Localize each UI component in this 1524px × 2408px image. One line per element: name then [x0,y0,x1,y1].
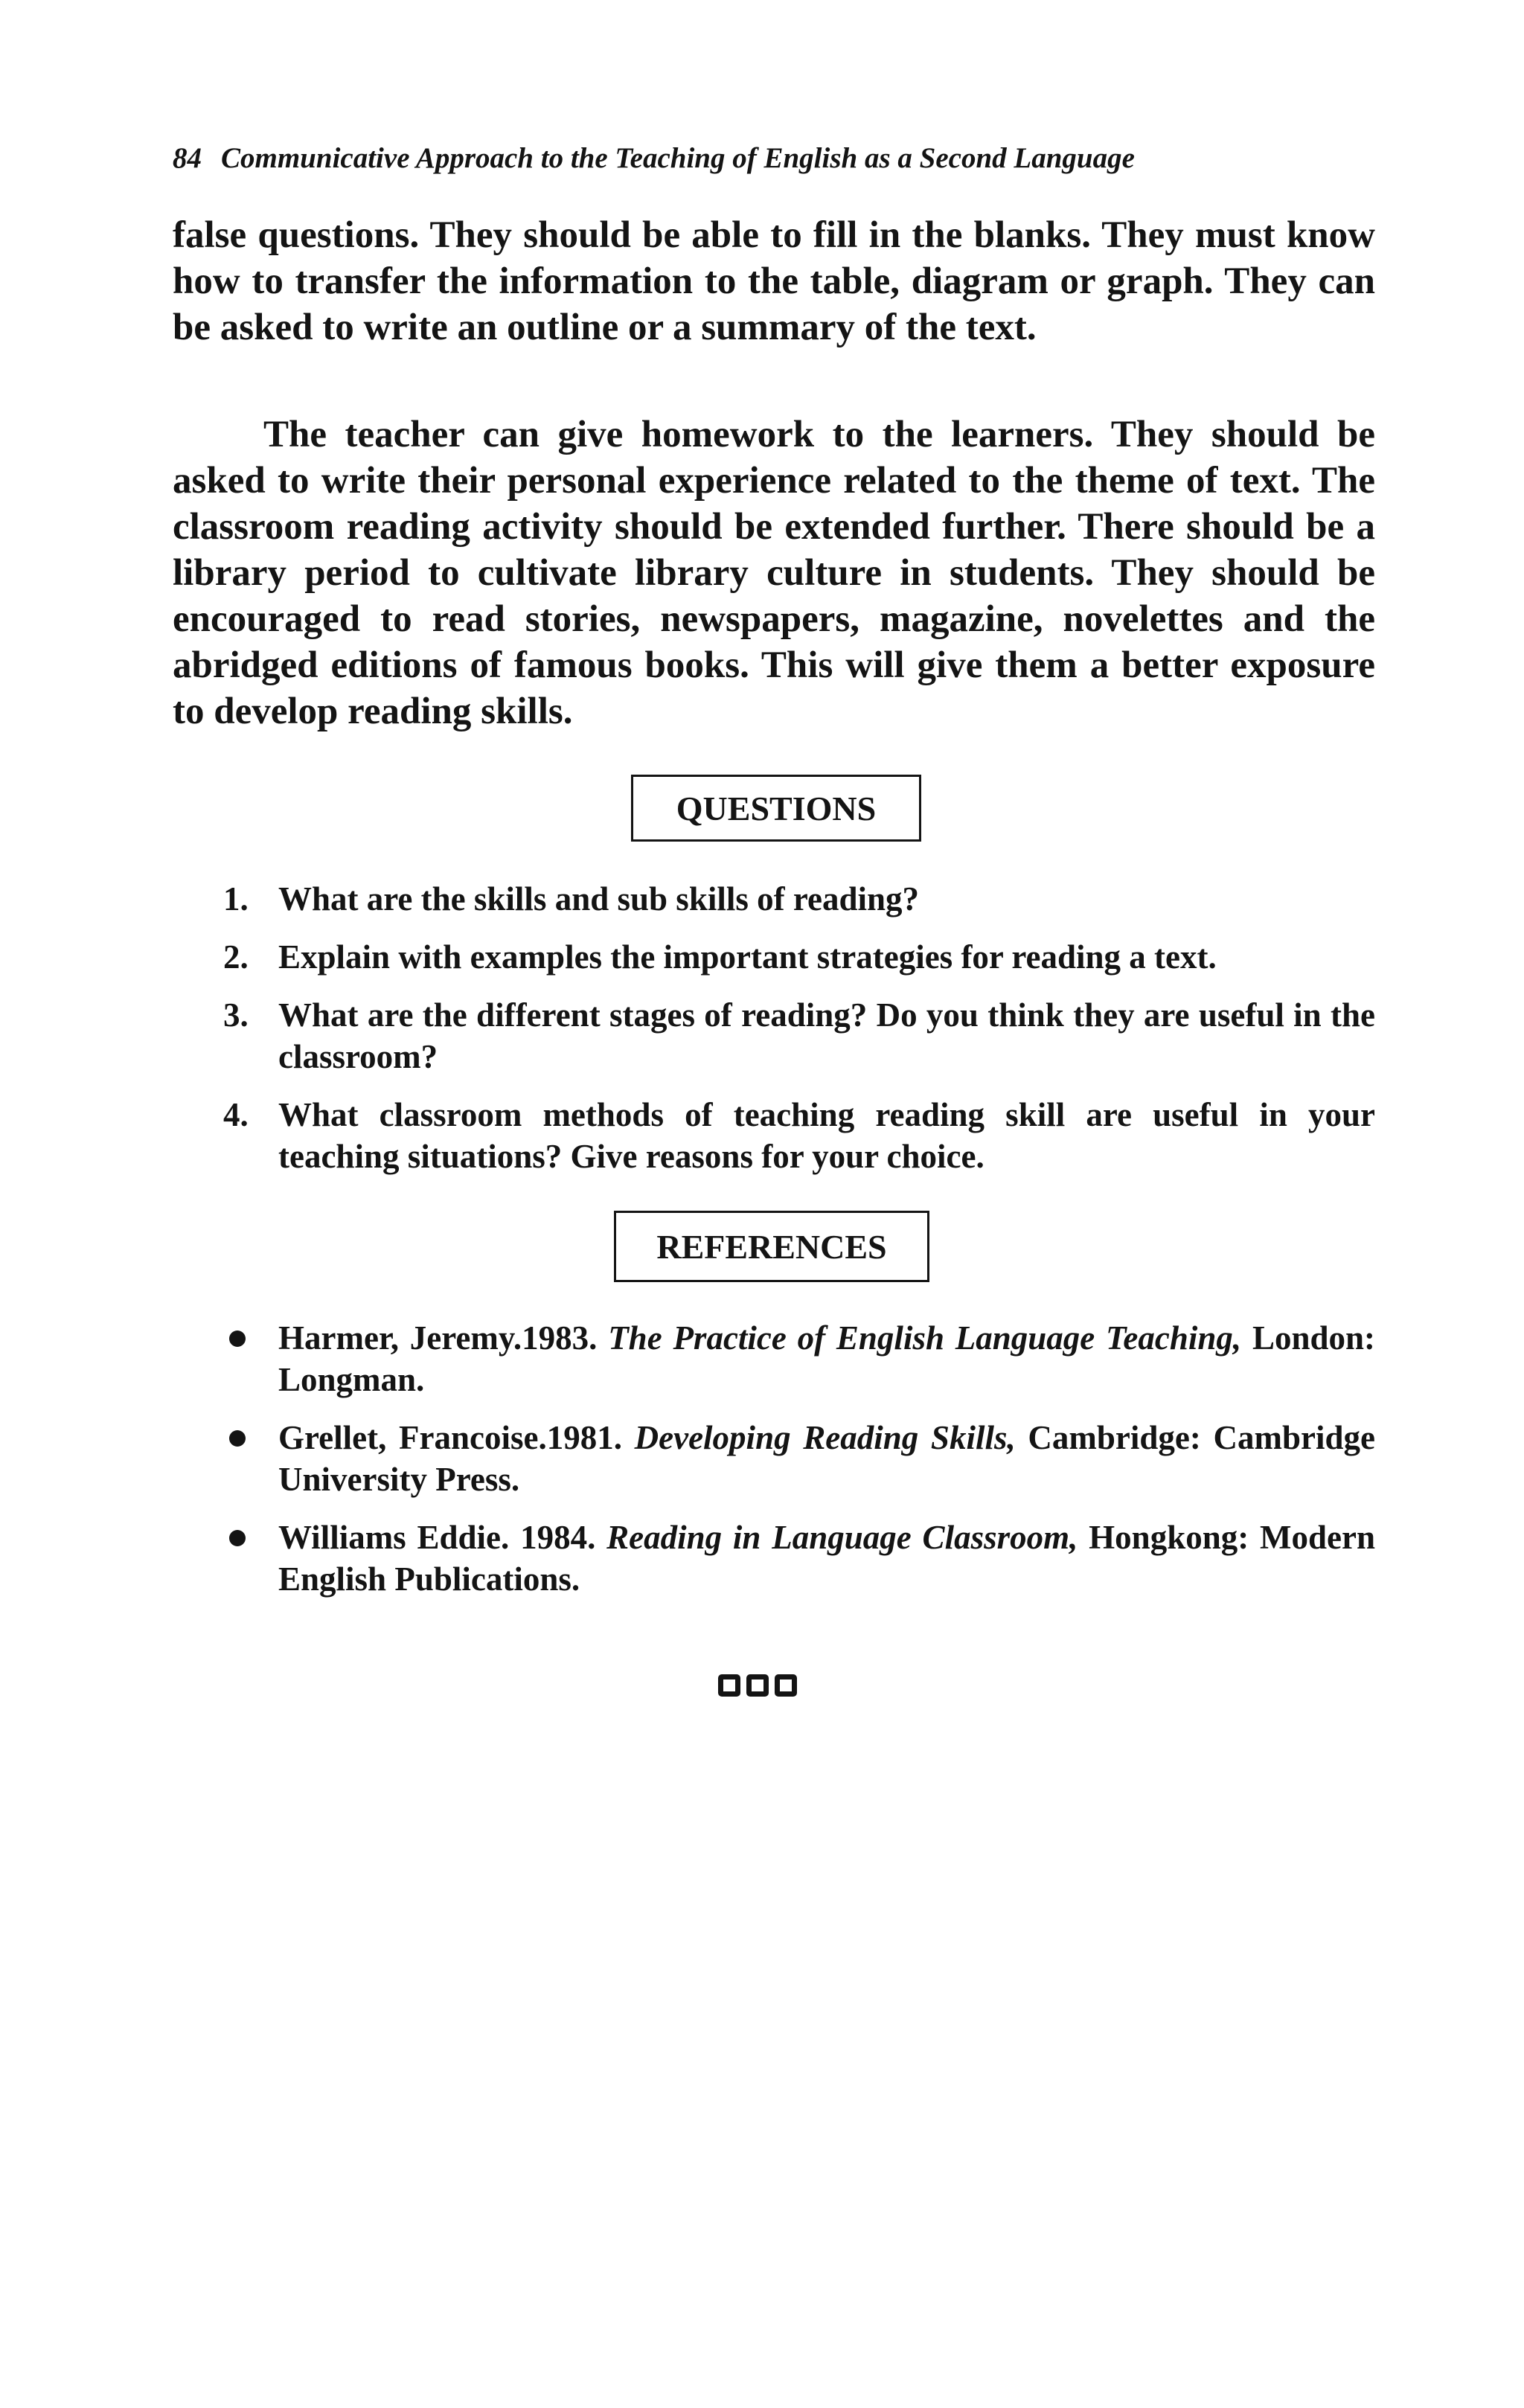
question-number: 1. [223,880,249,918]
running-head [173,141,1363,175]
question-text: Explain with examples the important strategies for reading a text. [278,938,1217,976]
reference-item [223,1317,1375,1400]
reference-publisher: Hongkong: Modern English Publications. [278,1519,1376,1598]
reference-publisher: London: Longman. [278,1319,1376,1398]
question-item [223,936,1375,978]
square-box-icon [775,1674,797,1697]
paragraph-1: false questions. They should be able to fill in the blanks. They must know how to transfer the information to the table, diagram or graph. They can be asked to write an outline or a summary of the text. [173,214,1375,348]
square-box-icon [746,1674,769,1697]
reference-author: Harmer, Jeremy.1983. [278,1319,598,1357]
running-title: Communicative Approach to the Teaching of English as a Second Language [221,142,1135,174]
square-box-icon [718,1674,740,1697]
questions-heading: QUESTIONS [631,775,921,842]
page-number: 84 [173,142,202,174]
reference-author: Williams Eddie. 1984. [278,1519,596,1556]
questions-list [223,878,1375,1194]
question-number: 3. [223,996,249,1034]
reference-publisher: Cambridge: Cambridge University Press. [278,1419,1376,1498]
references-heading: REFERENCES [614,1211,929,1282]
reference-item [223,1517,1375,1600]
reference-title: Developing Reading Skills, [634,1419,1016,1456]
question-text: What are the different stages of reading? Do you think they are useful in the classroom? [278,996,1375,1075]
end-ornament [718,1674,797,1697]
question-number: 2. [223,938,249,976]
paragraph-2: The teacher can give homework to the learners. They should be asked to write their personal experience related to the theme of text. The classroom reading activity should be extended further. There should be a library period to cultivate library culture in students. They should be encouraged to read stories, newspapers, magazine, novelettes and the abridged editions of famous books. This will give them a better exposure to develop reading skills. [173,414,1375,732]
references-list [223,1317,1375,1616]
reference-author: Grellet, Francoise.1981. [278,1419,622,1456]
reference-title: The Practice of English Language Teaching, [608,1319,1242,1357]
bullet-icon [229,1530,246,1546]
question-text: What classroom methods of teaching reading skill are useful in your teaching situations? Give reasons for your choice. [278,1096,1375,1175]
reference-item [223,1417,1375,1500]
question-item [223,994,1375,1077]
question-text: What are the skills and sub skills of reading? [278,880,920,918]
question-item [223,878,1375,920]
bullet-icon [229,1331,246,1347]
reference-title: Reading in Language Classroom, [606,1519,1078,1556]
question-item [223,1094,1375,1177]
question-number: 4. [223,1096,249,1133]
bullet-icon [229,1430,246,1447]
